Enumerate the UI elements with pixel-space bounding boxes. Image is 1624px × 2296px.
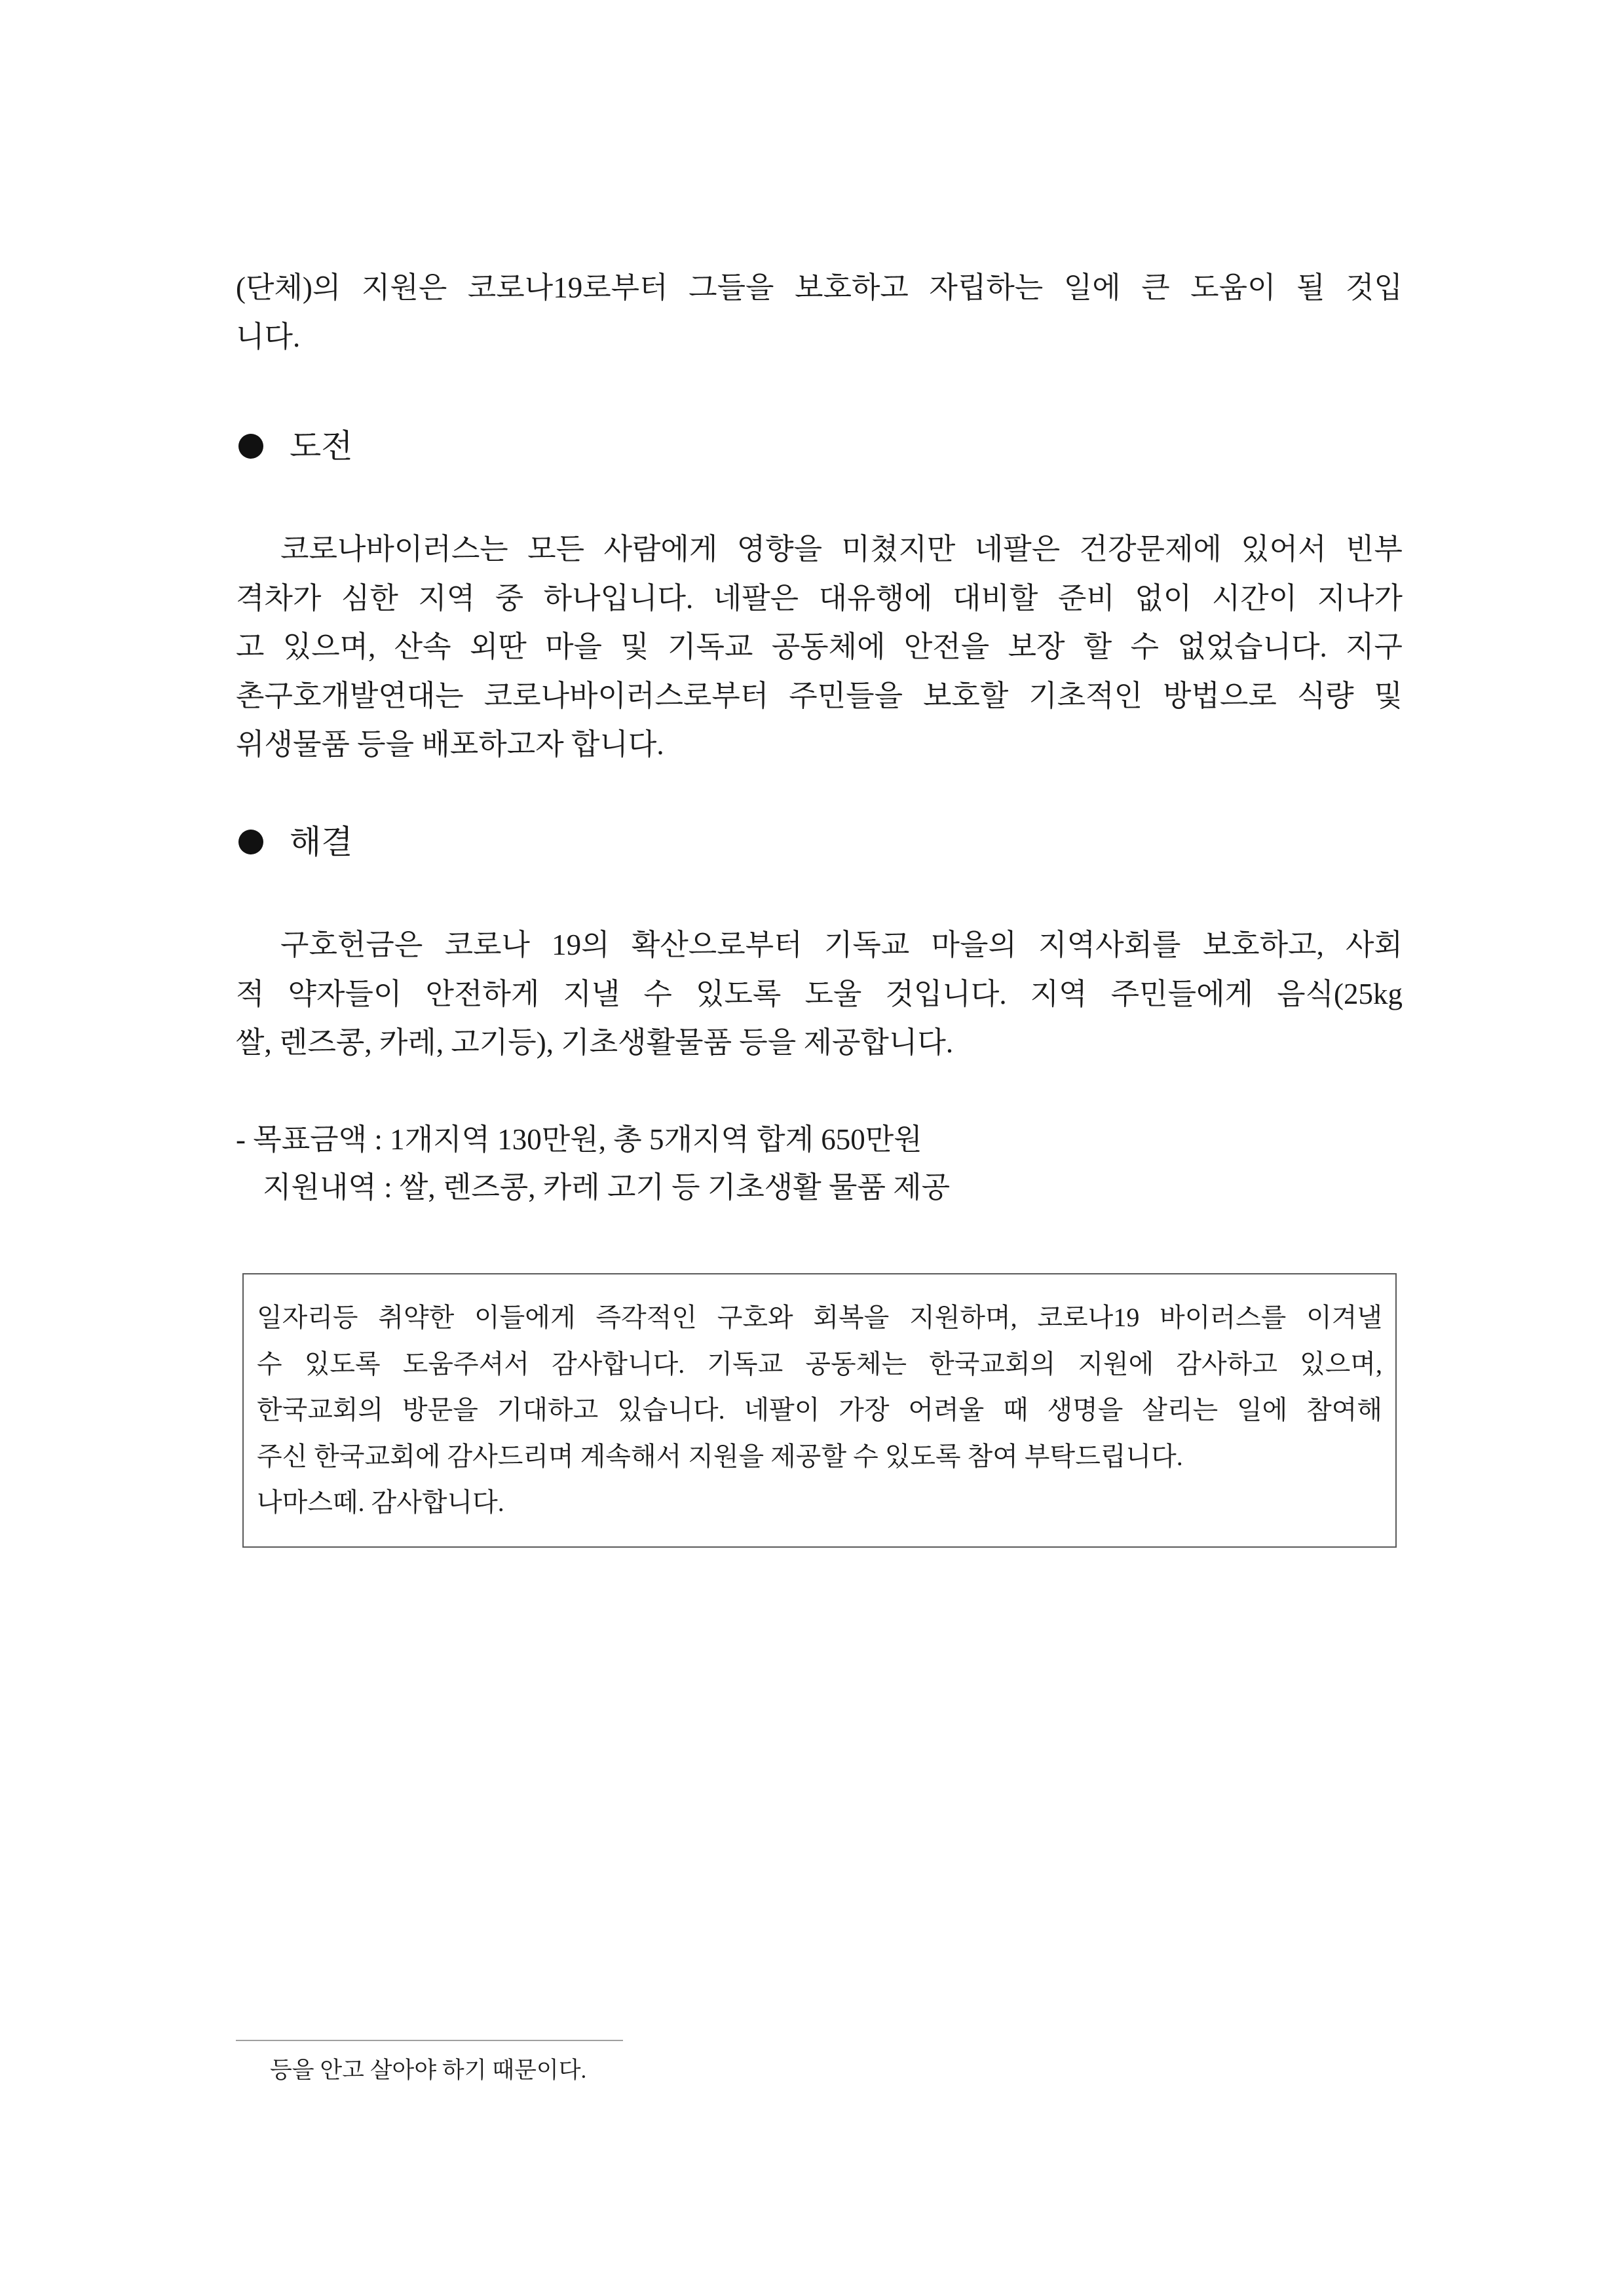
solution-paragraph [236, 921, 1403, 1067]
intro-line: (단체)의 지원은 코로나19로부터 그들을 보호하고 자립하는 일에 큰 도움이 될 것입 [236, 271, 1403, 304]
footnote-divider [236, 2040, 623, 2041]
section-heading-solution [236, 816, 353, 868]
bullet-icon [238, 434, 263, 459]
challenge-paragraph [236, 525, 1403, 769]
solution-paragraph-line: 구호헌금은 코로나 19의 확산으로부터 기독교 마을의 지역사회를 보호하고, 사회 [280, 928, 1403, 961]
closing-message-line: 주신 한국교회에 감사드리며 계속해서 지원을 제공할 수 있도록 참여 부탁드립니다. [257, 1441, 1183, 1471]
intro-paragraph [236, 263, 1403, 361]
closing-message-box [242, 1273, 1397, 1548]
intro-line: 니다. [236, 320, 301, 353]
bullet-icon [238, 830, 263, 854]
challenge-paragraph-line: 격차가 심한 지역 중 하나입니다. 네팔은 대유행에 대비할 준비 없이 시간이 지나가 [236, 581, 1403, 615]
closing-message-line: 수 있도록 도움주셔서 감사합니다. 기독교 공동체는 한국교회의 지원에 감사하고 있으며, [257, 1349, 1382, 1379]
funding-summary [236, 1116, 1403, 1212]
solution-paragraph-line: 적 약자들이 안전하게 지낼 수 있도록 도울 것입니다. 지역 주민들에게 음식(25kg [236, 977, 1403, 1010]
footnote-text: 등을 안고 살아야 하기 때문이다. [270, 2057, 587, 2083]
target-amount-line: - 목표금액 : 1개지역 130만원, 총 5개지역 합계 650만원 [236, 1123, 922, 1156]
challenge-paragraph-line: 코로나바이러스는 모든 사람에게 영향을 미쳤지만 네팔은 건강문제에 있어서 빈부 [280, 533, 1403, 565]
solution-paragraph-line: 쌀, 렌즈콩, 카레, 고기등), 기초생활물품 등을 제공합니다. [236, 1026, 954, 1059]
section-heading-challenge [236, 420, 353, 472]
closing-message-line: 나마스떼. 감사합니다. [257, 1487, 504, 1517]
closing-message-line: 한국교회의 방문을 기대하고 있습니다. 네팔이 가장 어려울 때 생명을 살리는 일에 참여해 [257, 1395, 1382, 1425]
section-heading-challenge-label: 도전 [290, 428, 353, 465]
section-heading-solution-label: 해결 [290, 824, 353, 860]
challenge-paragraph-line: 위생물품 등을 배포하고자 합니다. [236, 728, 664, 761]
closing-message-line: 일자리등 취약한 이들에게 즉각적인 구호와 회복을 지원하며, 코로나19 바이러스를 이겨낼 [257, 1303, 1382, 1332]
support-details-line: 지원내역 : 쌀, 렌즈콩, 카레 고기 등 기초생활 물품 제공 [263, 1171, 951, 1204]
challenge-paragraph-line: 촌구호개발연대는 코로나바이러스로부터 주민들을 보호할 기초적인 방법으로 식량 및 [236, 679, 1403, 712]
challenge-paragraph-line: 고 있으며, 산속 외딴 마을 및 기독교 공동체에 안전을 보장 할 수 없었습니다. 지구 [236, 630, 1403, 663]
